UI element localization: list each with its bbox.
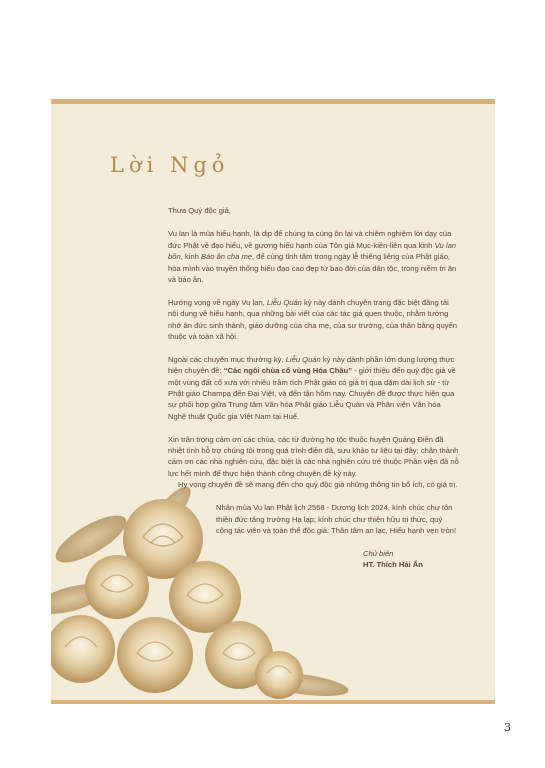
signature-role: Chủ biên	[363, 548, 394, 558]
paragraph-5: Hy vọng chuyên đề sẽ mang đến cho quý độc giả những thông tin bổ ích, có giá trị.	[178, 480, 458, 490]
paragraph-4: Xin trân trọng cảm ơn các chùa, các từ đường họ tộc thuộc huyện Quảng Điền đã nhiệt tình hỗ trợ chúng tôi trong quá trình điền dã, sưu khảo tư liệu tại đây; chân thành cảm ơn các nhà nghiên cứu, đặc biệt là các nhà nghiên cứu trẻ thuộc Phân viện đã nỗ lực hết mình để thực hiện thành công chuyên đề kỳ này.	[168, 434, 459, 478]
content-panel	[51, 99, 495, 704]
closing-wishes: Nhân mùa Vu lan Phật lịch 2568 - Dương lịch 2024, kính chúc chư tôn thiền đức tăng trưởng Hạ lạp; kính chúc chư thiện hữu tri thức, quý cộng tác viên và toàn thể độc giả: Thân tâm an lạc, Hiếu hạnh vẹn tròn!	[216, 503, 457, 535]
magazine-name: Liễu Quán	[266, 297, 302, 307]
book-title: Báo ân cha mẹ	[200, 252, 253, 262]
paragraph-2: Hướng vọng về ngày Vu lan, Liễu Quán kỳ này dành chuyên trang đặc biệt đăng tải nội dung về hiếu hạnh, qua những bài viết của các tác giả quen thuộc, nhằm tưởng nhớ ân đức sinh thành, giáo dưỡng của cha mẹ, của sư trưởng, của thân bằng quyến thuộc và toàn xã hội.	[168, 297, 458, 342]
paragraph-1: Vu lan là mùa hiếu hạnh, là dịp để chúng ta cùng ôn lại và chiêm nghiệm lời dạy của đức Phật về đạo hiếu, về gương hiếu hạnh của Tôn giả Mục-kiền-liên qua kinh Vu lan bồn, kinh Báo ân cha mẹ, để cùng tỉnh tâm trong ngày lễ thiêng liêng của Phật giáo, hòa mình vào truyền thống hiếu đạo cao đẹp từ bao đời của dân tộc, trong niềm tri ân và báo ân.	[168, 229, 457, 285]
page-number: 3	[504, 721, 511, 734]
letter-body	[168, 205, 459, 571]
signature-block	[168, 548, 459, 571]
greeting: Thưa Quý độc giả,	[168, 206, 231, 215]
book-title: Vu lan bồn	[168, 240, 457, 262]
magazine-name: Liễu Quán	[285, 354, 321, 364]
feature-title: “Các ngôi chùa cổ vùng Hóa Châu”	[223, 366, 352, 376]
page-title: Lời Ngỏ	[110, 153, 230, 177]
paragraph-3: Ngoài các chuyên mục thường kỳ, Liễu Quán kỳ này dành phần lớn dung lượng thực hiện chuyên đề: “Các ngôi chùa cổ vùng Hóa Châu” - giới thiệu đến quý độc giả về một vùng đất cổ xưa với nhiều trầm tích Phật giáo có giá trị qua dặm dài lịch sử - từ Phật giáo Champa đến Đại Việt, và đến tận hôm nay. Chuyên đề được thực hiện qua sự phối hợp giữa Trung tâm Văn hóa Phật giáo Liễu Quán và Phân viện Văn hóa Nghệ thuật Quốc gia Việt Nam tại Huế.	[168, 354, 456, 421]
signature-name: HT. Thích Hải Ấn	[363, 560, 423, 570]
